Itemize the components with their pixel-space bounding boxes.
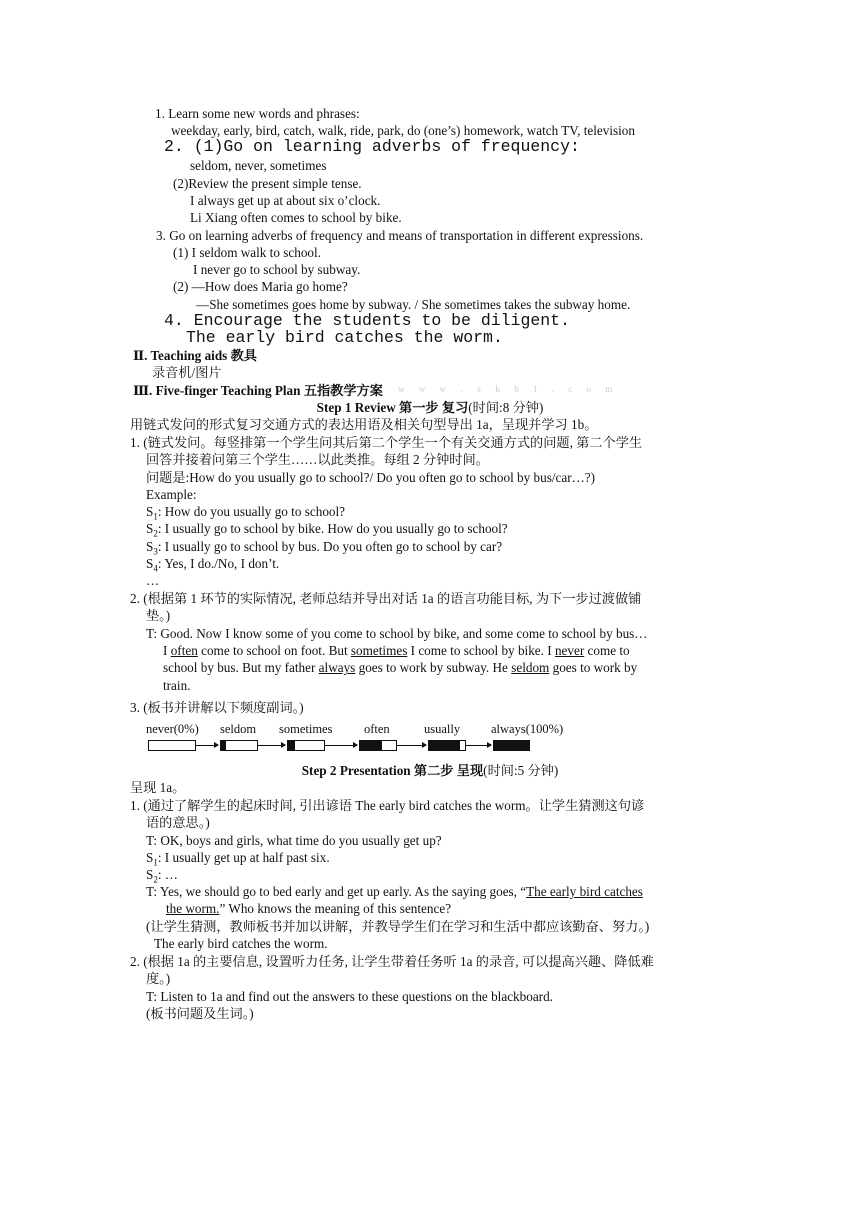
scale-label-usually: usually [424, 722, 461, 736]
scale-label-sometimes: sometimes [279, 722, 333, 736]
scale-label-seldom: seldom [220, 722, 257, 736]
objective-2-example-2: Li Xiang often comes to school by bike. [190, 210, 402, 225]
scale-box-usually [428, 740, 466, 751]
proverb-underlined-end: the worm. [166, 901, 220, 916]
objective-2-title: 2. (1)Go on learning adverbs of frequency: [164, 137, 580, 156]
objective-2-review: (2)Review the present simple tense. [173, 176, 362, 191]
objective-3-item-1: (1) I seldom walk to school. [173, 245, 321, 260]
scale-arrow [466, 745, 491, 746]
step2-note: (让学生猜测，教师板书并加以讲解，并教导学生们在学习和生活中都应该勤奋、努力。) [146, 919, 650, 934]
scale-box-sometimes [287, 740, 325, 751]
scale-fill-often [360, 741, 382, 750]
dialog-s2: $S_2$: I usually go to school by bike. How do you usually go to school? [146, 521, 508, 539]
never-underlined: never [554, 643, 585, 659]
dialog-s2-text: : I usually go to school by bike. How do you usually go to school? [157, 521, 508, 536]
step2-title-label: Step 2 Presentation 第二步 呈现 [301, 763, 484, 778]
step2-title [0, 762, 860, 779]
scale-fill-seldom [221, 741, 226, 750]
step1-intro: 用链式发问的形式复习交通方式的表达用语及相关句型导出 1a，呈现并学习 1b。 [130, 417, 598, 432]
scale-box-often [359, 740, 397, 751]
teaching-aids-items: 录音机/图片 [152, 365, 222, 380]
seldom-underlined: seldom [511, 660, 550, 676]
objective-4-proverb: The early bird catches the worm. [186, 328, 503, 347]
scale-label-often: often [364, 722, 390, 736]
objective-1-title: 1. Learn some new words and phrases: [155, 106, 360, 121]
step1-time: (时间:8 分钟) [468, 400, 544, 415]
step2-proverb: The early bird catches the worm. [154, 936, 328, 951]
objective-3-title: 3. Go on learning adverbs of frequency and means of transportation in different expressions. [156, 228, 644, 243]
scale-label-never: never(0%) [146, 722, 199, 736]
step1-item3: 3. (板书并讲解以下频度副词。) [130, 700, 304, 715]
always-underlined: always [318, 660, 356, 676]
step2-item1-line2: 语的意思。) [146, 815, 210, 830]
dialog-s1: $S_1$: How do you usually go to school? [146, 504, 346, 522]
step2-dialog-s1-text: : I usually get up at half past six. [157, 850, 330, 865]
objective-3-item-2b: —She sometimes goes home by subway. / She sometimes takes the subway home. [196, 297, 631, 312]
objective-2-example-1: I always get up at about six o’clock. [190, 193, 381, 208]
sometimes-underlined: sometimes [350, 643, 408, 659]
step2-time: (时间:5 分钟) [483, 763, 559, 778]
dialog-s4-text: : Yes, I do./No, I don’t. [157, 556, 280, 571]
scale-box-seldom [220, 740, 258, 751]
objective-2-words: seldom, never, sometimes [190, 158, 327, 173]
scale-box-never [148, 740, 196, 751]
step2-dialog-t2-cont: the worm.” Who knows the meaning of this sentence? [166, 901, 452, 916]
step1-item2-line1: 2. (根据第 1 环节的实际情况, 老师总结并导出对话 1a 的语言功能目标, 为下一步过渡做铺 [130, 591, 642, 606]
proverb-underlined: The early bird catches [526, 884, 643, 899]
often-underlined: often [170, 643, 198, 659]
scale-arrow [325, 745, 357, 746]
teacher-speech-line2: I often come to school on foot. But sometimes I come to school by bike. I never come to [163, 643, 630, 659]
step2-item1-line1: 1. (通过了解学生的起床时间, 引出谚语 The early bird catches the worm。让学生猜测这句谚 [130, 798, 645, 813]
scale-arrow [397, 745, 426, 746]
teaching-plan-heading: Ⅲ. Five-finger Teaching Plan 五指教学方案 [133, 383, 383, 398]
step2-dialog-t3: T: Listen to 1a and find out the answers to these questions on the blackboard. [146, 989, 553, 1004]
scale-label-always: always(100%) [491, 722, 564, 736]
teacher-speech-line4: train. [163, 677, 191, 693]
scale-fill-sometimes [288, 741, 295, 750]
step2-item2-line1: 2. (根据 1a 的主要信息, 设置听力任务, 让学生带着任务听 1a 的录音, 可以提高兴趣、降低难 [130, 954, 654, 969]
step1-item1-line1: 1. (链式发问。每竖排第一个学生问其后第二个学生一个有关交通方式的问题, 第二个学生 [130, 435, 643, 450]
step2-dialog-s2: $S_2$: … [146, 867, 178, 885]
scale-fill-usually [429, 741, 460, 750]
objective-4-title: 4. Encourage the students to be diligent. [164, 311, 570, 330]
scale-fill-always [494, 741, 529, 750]
step1-example-label: Example: [146, 487, 197, 502]
step1-title-label: Step 1 Review 第一步 复习 [316, 400, 469, 415]
step2-dialog-t1: T: OK, boys and girls, what time do you usually get up? [146, 833, 442, 848]
scale-arrow [258, 745, 285, 746]
dialog-s4: $S_4$: Yes, I do./No, I don’t. [146, 556, 280, 574]
watermark: w w w . x k b 1 . c o m [398, 384, 619, 394]
step2-item2-line2: 度。) [146, 971, 171, 986]
teaching-aids-heading: Ⅱ. Teaching aids 教具 [133, 348, 257, 363]
objective-3-item-2: (2) —How does Maria go home? [173, 279, 348, 294]
dialog-ellipsis: … [146, 573, 160, 588]
teacher-speech-line1: T: Good. Now I know some of you come to school by bike, and some come to school by bus… [146, 626, 648, 641]
step1-item1-line2: 回答并接着问第三个学生……以此类推。每组 2 分钟时间。 [146, 452, 489, 467]
step2-intro: 呈现 1a。 [130, 780, 186, 795]
dialog-s1-text: : How do you usually go to school? [157, 504, 346, 519]
step1-question: 问题是:How do you usually go to school?/ Do you often go to school by bus/car…?) [146, 470, 596, 485]
scale-box-always [493, 740, 530, 751]
step2-dialog-t2: T: Yes, we should go to bed early and get up early. As the saying goes, “The early bird catches [146, 884, 643, 899]
step1-title [0, 399, 860, 416]
dialog-s3: $S_3$: I usually go to school by bus. Do you often go to school by car? [146, 539, 503, 557]
teacher-speech-line3: school by bus. But my father always goes to work by subway. He seldom goes to work by [163, 660, 638, 676]
objective-1-words: weekday, early, bird, catch, walk, ride, park, do (one’s) homework, watch TV, television [171, 123, 635, 138]
scale-arrow [196, 745, 218, 746]
objective-3-item-1b: I never go to school by subway. [193, 262, 361, 277]
step2-dialog-s2-text: : … [157, 867, 178, 882]
step2-dialog-s1: $S_1$: I usually get up at half past six. [146, 850, 330, 868]
step1-item2-line2: 垫。) [146, 608, 171, 623]
dialog-s3-text: : I usually go to school by bus. Do you often go to school by car? [157, 539, 503, 554]
step2-board-note: (板书问题及生词。) [146, 1006, 254, 1021]
frequency-scale [146, 722, 586, 758]
teacher-speech [146, 625, 732, 694]
